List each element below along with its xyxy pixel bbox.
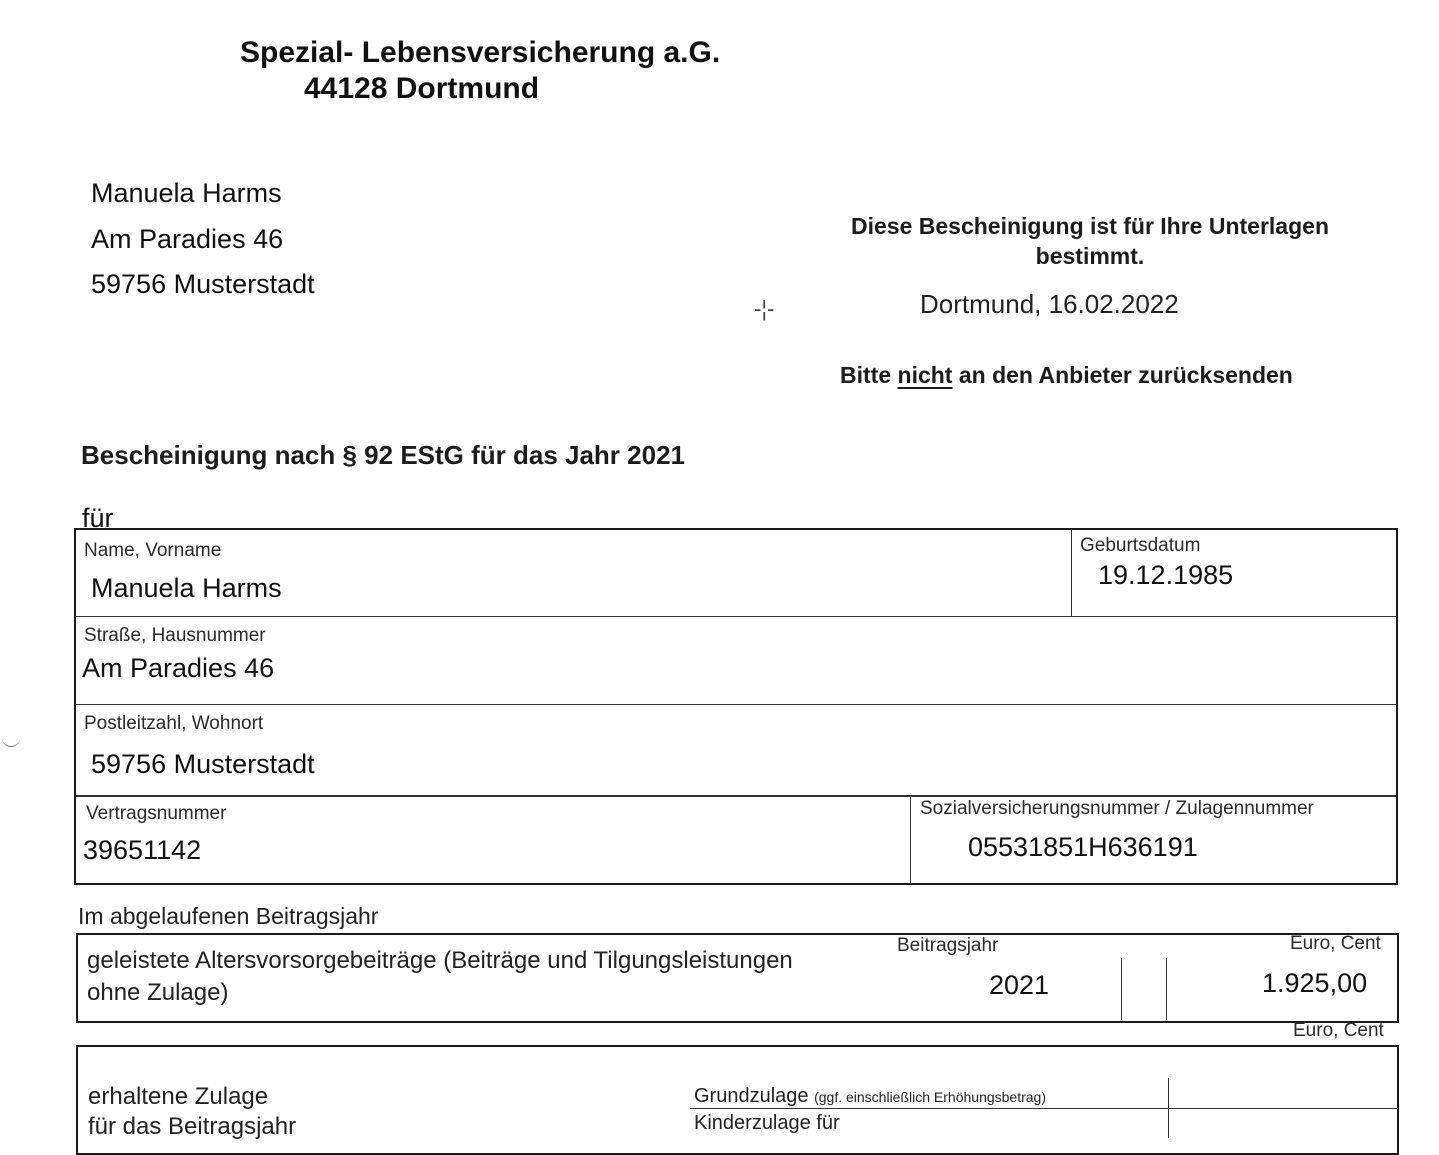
document-title: Bescheinigung nach § 92 EStG für das Jahr 2021 [81,440,685,470]
recipient-name: Manuela Harms [91,178,282,208]
allowance-desc-line2: für das Beitragsjahr [88,1113,297,1140]
contract-number-label: Vertragsnummer [86,803,227,824]
contribution-year-label: Beitragsjahr [897,935,999,956]
street-label: Straße, Hausnummer [84,625,266,646]
divider [1166,958,1167,1020]
name-value: Manuela Harms [91,573,282,603]
birthdate-label: Geburtsdatum [1080,535,1201,556]
contributions-desc-line1: geleistete Altersvorsorgebeiträge (Beiträge und Tilgungsleistungen [87,947,793,974]
divider [690,1108,1398,1109]
basic-allowance-label: Grundzulage [694,1085,809,1107]
contribution-amount-value: 1.925,00 [1262,968,1368,998]
return-notice-prefix: Bitte [840,362,892,388]
ssn-label: Sozialversicherungsnummer / Zulagennummer [920,798,1314,819]
sender-name-part1: Spezial- [240,36,354,69]
street-value: Am Paradies 46 [82,653,275,683]
allowance-desc-line1: erhaltene Zulage [88,1083,269,1110]
notice-line1: Diese Bescheinigung ist für Ihre Unterlagen [851,213,1329,239]
contributions-section-label: Im abgelaufenen Beitragsjahr [78,903,379,929]
divider [1071,530,1072,616]
for-label: für [82,503,114,533]
sender-city: 44128 Dortmund [304,72,540,105]
fold-mark [2,736,20,747]
return-notice-emphasis: nicht [897,362,953,388]
contributions-desc-line2: ohne Zulage) [87,979,229,1006]
city-label: Postleitzahl, Wohnort [84,713,264,734]
recipient-street: Am Paradies 46 [91,224,284,254]
registration-mark-icon: -¦- [754,296,775,321]
child-allowance-label: Kinderzulage für [694,1112,840,1134]
return-notice [840,362,1293,389]
return-notice-suffix: an den Anbieter zurücksenden [958,362,1293,388]
recipient-city: 59756 Musterstadt [91,269,315,299]
contract-number-value: 39651142 [83,835,202,865]
contribution-year-value: 2021 [989,970,1050,1000]
notice-line2: bestimmt. [1035,243,1145,269]
basic-allowance [694,1085,1046,1108]
divider [76,704,1396,705]
basic-allowance-note: (ggf. einschließlich Erhöhungsbetrag) [814,1089,1046,1105]
sender-name [240,36,720,70]
divider [1121,958,1122,1020]
place-date: Dortmund, 16.02.2022 [920,289,1179,319]
city-value: 59756 Musterstadt [91,749,315,779]
ssn-value: 05531851H636191 [968,832,1198,862]
sender-name-part2: Lebensversicherung a.G. [361,36,721,69]
allowance-amount-label: Euro, Cent [1293,1020,1384,1041]
birthdate-value: 19.12.1985 [1098,560,1234,590]
contribution-amount-label: Euro, Cent [1290,933,1381,954]
divider [910,797,911,883]
divider [76,795,1396,797]
name-label: Name, Vorname [84,540,222,561]
divider [76,616,1396,617]
